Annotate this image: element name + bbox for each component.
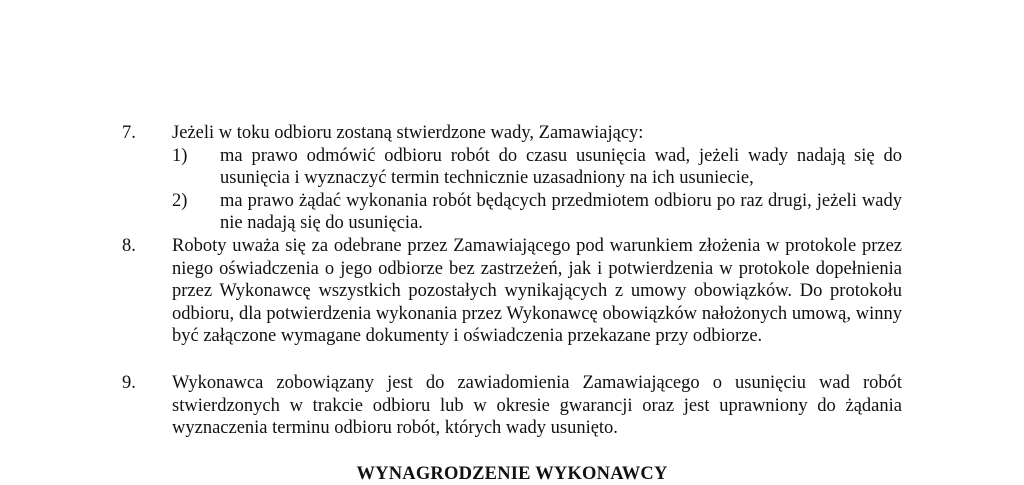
subitem-text: ma prawo żądać wykonania robót będących przedmiotem odbioru po raz drugi, jeżeli wady nie nadają się do usunięcia. [220, 190, 902, 234]
item-text: Wykonawca zobowiązany jest do zawiadomienia Zamawiającego o usunięciu wad robót stwierdzonych w trakcie odbioru lub w okresie gwarancji oraz jest uprawniony do żądania wyznaczenia terminu odbioru robót, których wady usunięto. [172, 373, 902, 439]
list-item-9 [122, 372, 902, 440]
item-number: 9. [122, 373, 136, 393]
subitem-2 [172, 190, 902, 235]
section-heading: WYNAGRODZENIE WYKONAWCY [356, 464, 668, 484]
subitem-1 [172, 145, 902, 190]
subitem-number: 2) [172, 190, 188, 211]
list-item-8 [122, 235, 902, 348]
subitem-text: ma prawo odmówić odbioru robót do czasu usunięcia wad, jeżeli wady nadają się do usunięcia i wyznaczyć termin technicznie uzasadniony na ich usuniecie, [220, 145, 902, 189]
item-number: 8. [122, 236, 136, 256]
item-text: Roboty uważa się za odebrane przez Zamawiającego pod warunkiem złożenia w protokole przez niego oświadczenia o jego odbiorze bez zastrzeżeń, jak i potwierdzenia w protokole dopełnienia przez Wykonawcę wszystkich pozostałych wynikających z umowy obowiązków. Do protokołu odbioru, dla potwierdzenia wykonania przez Wykonawcę obowiązków nałożonych umową, winny być załączone wymagane dokumenty i oświadczenia przekazane przy odbiorze. [172, 236, 902, 347]
item-text: Jeżeli w toku odbioru zostaną stwierdzone wady, Zamawiający: [172, 123, 644, 143]
list-item-7 [122, 122, 902, 235]
subitem-number: 1) [172, 145, 188, 166]
item-number: 7. [122, 123, 136, 143]
